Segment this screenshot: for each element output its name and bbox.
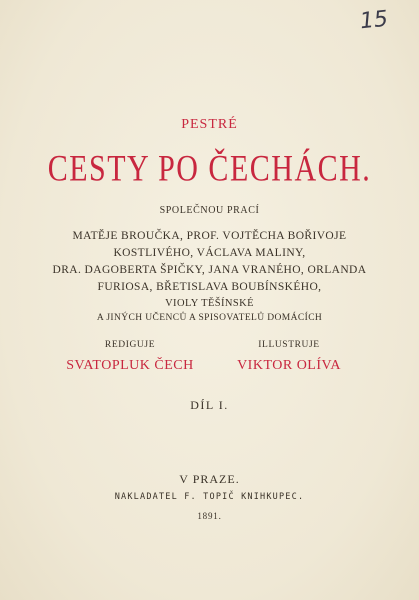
author-line: A JINÝCH UČENCŮ A SPISOVATELŮ DOMÁCÍCH: [96, 313, 323, 323]
volume-number: DÍL I.: [190, 398, 229, 412]
book-title: CESTY PO ČECHÁCH.: [47, 148, 372, 190]
handwritten-page-number: 15: [358, 6, 390, 35]
illustrator-label: ILLUSTRUJE: [258, 340, 320, 350]
subtitle: SPOLEČNOU PRACÍ: [159, 205, 260, 216]
author-line: DRA. DAGOBERTA ŠPIČKY, JANA VRANÉHO, ORLANDA: [52, 264, 367, 276]
publication-year: 1891.: [197, 511, 222, 521]
author-line: MATĚJE BROUČKA, PROF. VOJTĚCHA BOŘIVOJE: [72, 230, 347, 242]
publisher: NAKLADATEL F. TOPIČ KNIHKUPEC.: [114, 492, 305, 502]
publication-city: V PRAZE.: [179, 472, 240, 486]
editor-name: SVATOPLUK ČECH: [66, 358, 194, 373]
author-line: FURIOSA, BŘETISLAVA BOUBÍNSKÉHO,: [97, 281, 322, 293]
author-line: KOSTLIVÉHO, VÁCLAVA MALINY,: [113, 247, 306, 259]
author-line: VIOLY TĚŠÍNSKÉ: [165, 298, 254, 309]
editor-label: REDIGUJE: [104, 340, 156, 350]
pre-title: PESTRÉ: [181, 117, 238, 132]
illustrator-name: VIKTOR OLÍVA: [237, 358, 341, 373]
